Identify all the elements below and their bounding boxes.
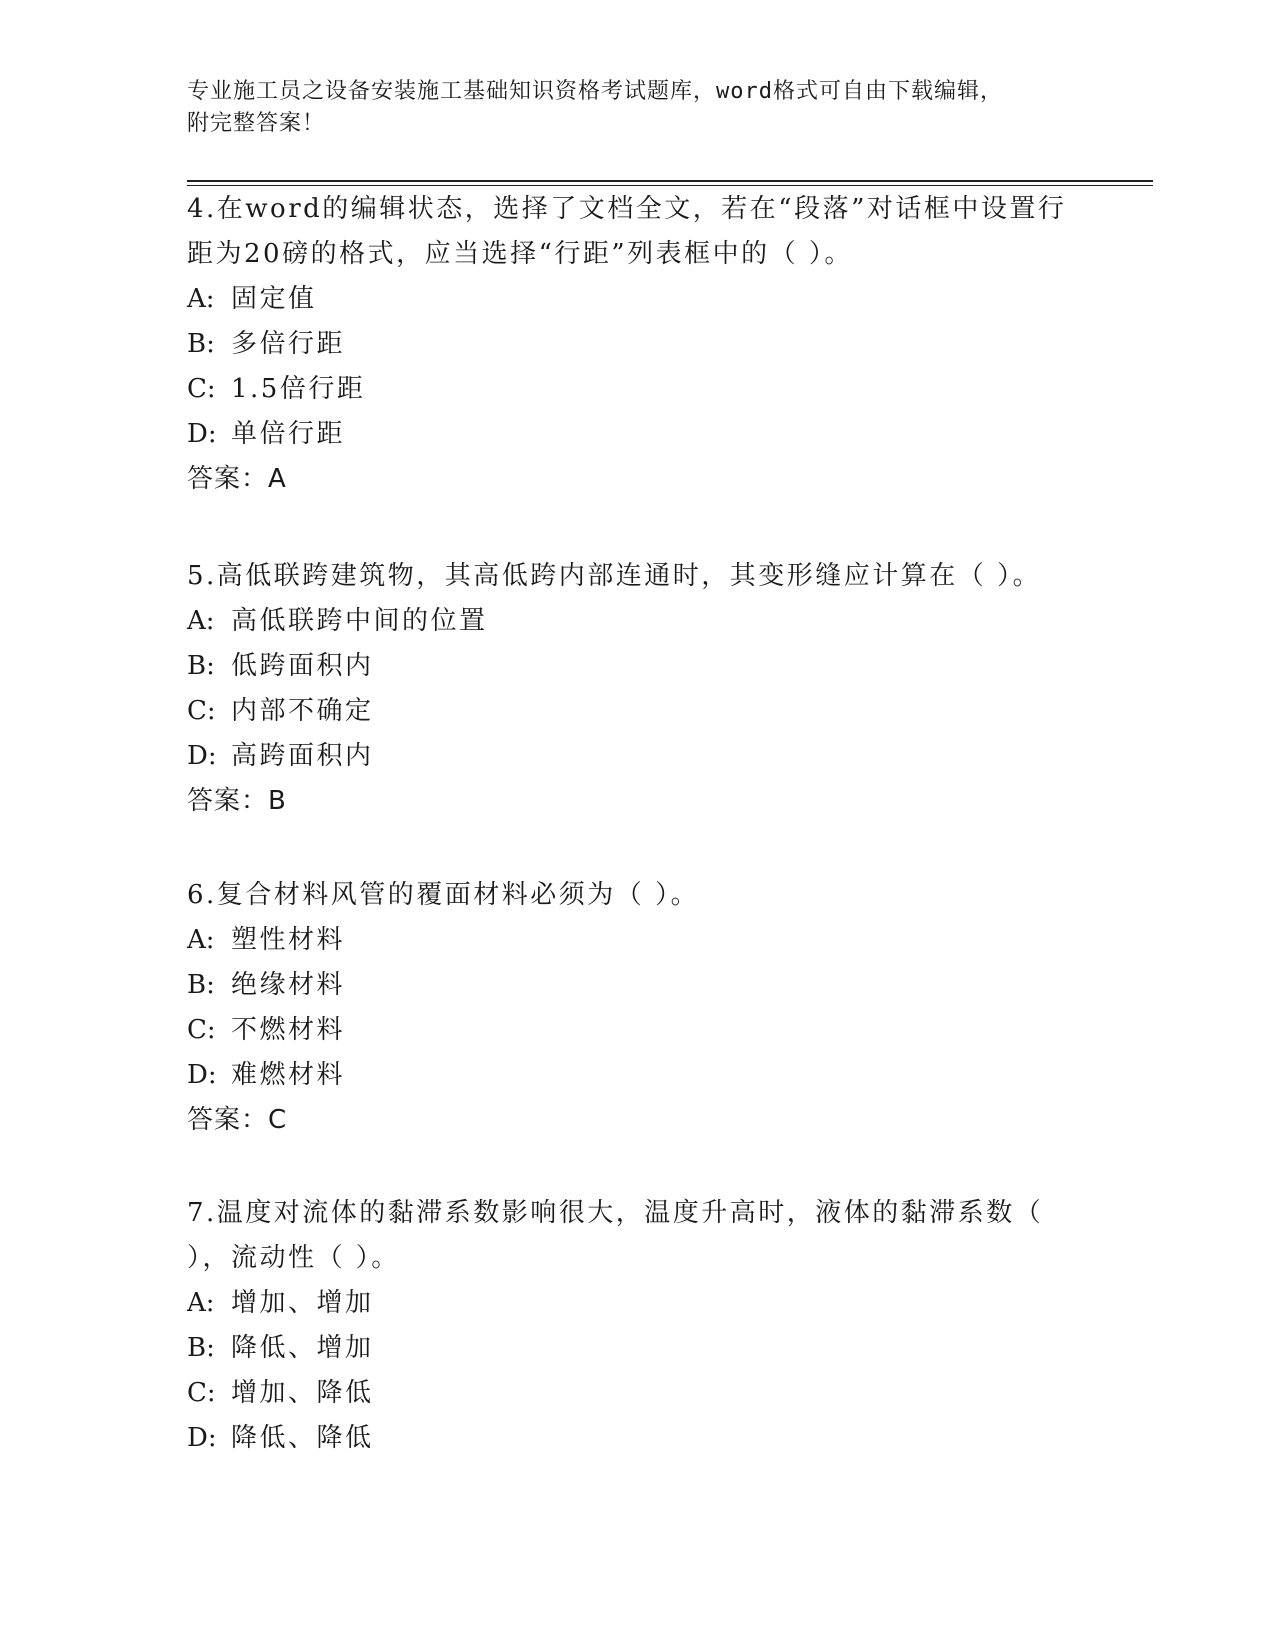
option-list: [187, 599, 1087, 779]
option-a: [187, 918, 1087, 963]
option-text: 绝缘材料: [231, 970, 346, 1000]
option-text: 内部不确定: [231, 696, 374, 726]
option-text: 高低联跨中间的位置: [231, 606, 488, 636]
question-stem: 4.在word的编辑状态，选择了文档全文，若在“段落”对话框中设置行距为20磅的格式，应当选择“行距”列表框中的（ ）。: [187, 194, 1067, 269]
answer-line: 答案：C: [187, 1105, 288, 1135]
header-divider-thin: [187, 185, 1153, 186]
document-header: [187, 76, 1067, 140]
option-c: [187, 1008, 1087, 1053]
option-c: [187, 1371, 1087, 1416]
option-key: D:: [187, 1423, 217, 1453]
option-key: B:: [187, 651, 215, 681]
option-key: C:: [187, 1015, 216, 1045]
option-key: B:: [187, 329, 215, 359]
option-key: C:: [187, 1378, 216, 1408]
option-key: A:: [187, 1288, 215, 1318]
question-4: [187, 187, 1087, 502]
question-stem: 5.高低联跨建筑物，其高低跨内部连通时，其变形缝应计算在（ ）。: [187, 561, 1042, 591]
option-key: D:: [187, 1060, 217, 1090]
option-a: [187, 1281, 1087, 1326]
option-key: D:: [187, 419, 217, 449]
option-text: 增加、降低: [231, 1378, 374, 1408]
option-list: [187, 1281, 1087, 1461]
option-d: [187, 1416, 1087, 1461]
answer-line: 答案：A: [187, 464, 287, 494]
option-key: A:: [187, 925, 215, 955]
option-text: 1.5倍行距: [231, 374, 366, 404]
answer-line: 答案：B: [187, 786, 287, 816]
option-b: [187, 1326, 1087, 1371]
option-b: [187, 322, 1087, 367]
option-c: [187, 689, 1087, 734]
option-text: 低跨面积内: [231, 651, 374, 681]
header-divider-thick: [187, 180, 1153, 182]
option-c: [187, 367, 1087, 412]
option-a: [187, 277, 1087, 322]
option-text: 多倍行距: [231, 329, 346, 359]
option-b: [187, 644, 1087, 689]
option-text: 难燃材料: [231, 1060, 346, 1090]
option-d: [187, 734, 1087, 779]
option-key: B:: [187, 970, 215, 1000]
option-list: [187, 918, 1087, 1098]
option-d: [187, 412, 1087, 457]
option-text: 降低、降低: [231, 1423, 374, 1453]
question-6: [187, 873, 1087, 1143]
option-text: 高跨面积内: [231, 741, 374, 771]
option-b: [187, 963, 1087, 1008]
question-stem: 7.温度对流体的黏滞系数影响很大，温度升高时，液体的黏滞系数（ ），流动性（ ）。: [187, 1198, 1044, 1273]
option-key: A:: [187, 284, 215, 314]
option-key: C:: [187, 374, 216, 404]
option-text: 不燃材料: [231, 1015, 346, 1045]
header-title-line1: 专业施工员之设备安装施工基础知识资格考试题库，word格式可自由下载编辑，: [187, 79, 1003, 104]
option-key: D:: [187, 741, 217, 771]
option-text: 增加、增加: [231, 1288, 374, 1318]
option-d: [187, 1053, 1087, 1098]
option-a: [187, 599, 1087, 644]
option-text: 塑性材料: [231, 925, 346, 955]
option-key: A:: [187, 606, 215, 636]
option-key: B:: [187, 1333, 215, 1363]
question-5: [187, 554, 1087, 824]
option-text: 降低、增加: [231, 1333, 374, 1363]
header-title-line2: 附完整答案！: [187, 111, 326, 136]
option-list: [187, 277, 1087, 457]
question-7: [187, 1191, 1087, 1461]
option-text: 单倍行距: [231, 419, 346, 449]
question-stem: 6.复合材料风管的覆面材料必须为（ ）。: [187, 880, 700, 910]
option-text: 固定值: [231, 284, 317, 314]
option-key: C:: [187, 696, 216, 726]
